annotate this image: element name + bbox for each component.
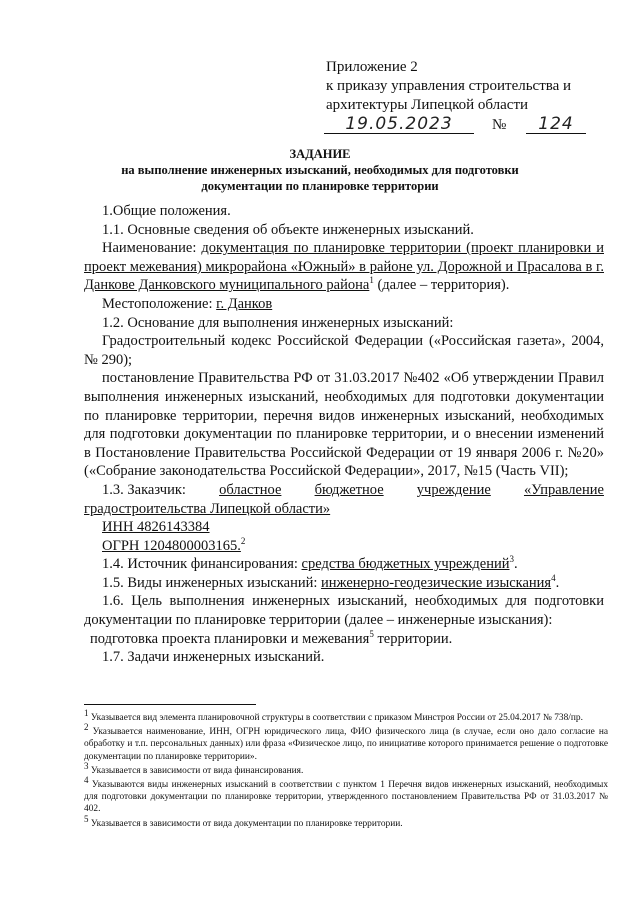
goal-text: подготовка проекта планировки и межевания xyxy=(90,630,370,647)
footnote-4 xyxy=(84,774,609,816)
document-heading: ЗАДАНИЕ xyxy=(289,147,351,161)
footnote-ref-1: 1 xyxy=(369,275,374,286)
footnote-1 xyxy=(84,707,608,724)
ogrn-value: ОГРН 1204800003165. xyxy=(102,537,241,554)
footnote-ref-2: 2 xyxy=(240,535,246,546)
footnote-ref-4: 4 xyxy=(551,573,556,584)
customer-word-1: областное xyxy=(219,481,282,498)
survey-types-label: 1.5. Виды инженерных изысканий: xyxy=(102,574,322,591)
customer-word-4: «Управление xyxy=(523,481,604,498)
customer-name-cont: градостроительства Липецкой области» xyxy=(84,500,331,517)
goal-paragraph xyxy=(84,630,604,649)
footnote-num: 1 xyxy=(84,707,89,718)
inn-value: ИНН 4826143384 xyxy=(102,519,210,536)
section-1-4 xyxy=(84,555,604,574)
handwritten-number: 124 xyxy=(526,115,586,134)
location-label: Местоположение: xyxy=(102,295,217,312)
number-label: № xyxy=(492,117,507,133)
funding-label: 1.4. Источник финансирования: xyxy=(102,556,302,573)
handwritten-date: 19.05.2023 xyxy=(324,115,474,134)
footnote-num: 3 xyxy=(84,760,89,771)
inn-paragraph xyxy=(84,518,604,537)
customer-word-3: учреждение xyxy=(416,481,491,498)
order-date-number xyxy=(326,115,616,137)
annex-header xyxy=(326,58,616,137)
funding-value: средства бюджетных учреждений xyxy=(301,556,510,573)
footnote-text: Указывается в зависимости от вида документации по планировке территории. xyxy=(90,818,403,829)
section-1-2: 1.2. Основание для выполнения инженерных изысканий: xyxy=(102,314,454,331)
basis-government-decree: постановление Правительства РФ от 31.03.2017 №402 «Об утверждении Правил выполнения инженерных изысканий, необходимых для подготовки документации по планировке территории, перечня видов инженерных изысканий, необходимых для подготовки документации по планировке территории, и о внесении изменений в Постановление Правительства Российской Федерации от 19 января 2006 г. №20» («Собрание законодательства Российской Федерации», 2017, №15 (Часть VII); xyxy=(84,370,604,480)
footnote-5 xyxy=(84,813,608,830)
survey-types-tail: . xyxy=(555,574,560,591)
section-1-5 xyxy=(84,574,604,593)
document-body xyxy=(84,202,604,667)
customer-label: 1.3. Заказчик: xyxy=(102,481,186,498)
basis-urban-code: Градостроительный кодекс Российской Федерации («Российская газета», 2004, № 290); xyxy=(84,333,604,368)
customer-line xyxy=(84,481,604,500)
footnote-text: Указывается вид элемента планировочной структуры в соответствии с приказом Минстроя России от 25.04.2017 № 738/пр. xyxy=(90,713,583,723)
goal-tail: территории. xyxy=(373,630,453,647)
footnote-ref-3: 3 xyxy=(509,554,514,565)
customer-word-2: бюджетное xyxy=(314,481,384,498)
annex-line-2: к приказу управления строительства и xyxy=(326,78,572,94)
footnote-separator xyxy=(84,704,256,705)
location-value: г. Данков xyxy=(216,295,273,312)
location-paragraph xyxy=(84,295,604,314)
footnote-num: 2 xyxy=(84,722,89,733)
survey-types-value: инженерно-геодезические изыскания xyxy=(321,574,552,591)
footnote-text: Указываются виды инженерных изысканий в соответствии с пунктом 1 Перечня видов инженерных изысканий, необходимых для подготовки документации по планировке территории, утвержденного постановлением Правительства РФ от 31.03.2017 № 402. xyxy=(84,780,609,815)
object-name-value: документация по планировке территории (проект планировки и проект межевания) микрорайона «Южный» в районе ул. Дорожной и Прасалова в г. Данкове Данковского муниципального района xyxy=(84,240,604,294)
document-subtitle-line-2: документации по планировке территории xyxy=(201,179,439,193)
footnote-ref-5: 5 xyxy=(369,628,374,639)
footnote-num: 5 xyxy=(84,813,89,824)
footnote-text: Указывается в зависимости от вида финансирования. xyxy=(90,765,304,776)
footnote-num: 4 xyxy=(84,774,89,785)
object-name-tail: (далее – территория). xyxy=(373,277,510,294)
funding-tail: . xyxy=(514,556,518,573)
annex-line-1: Приложение 2 xyxy=(326,59,418,75)
footnote-3 xyxy=(84,760,608,777)
section-1-1: 1.1. Основные сведения об объекте инженерных изысканий. xyxy=(102,221,474,238)
section-1-heading: 1.Общие положения. xyxy=(102,203,231,219)
footnote-text: Указывается наименование, ИНН, ОГРН юридического лица, ФИО физического лица (в случае, если оно дало согласие на обработку и т.п. персональных данных) или фраза «Физическое лицо, по инициативе которого принимается решение о подготовке документации по планировке территории». xyxy=(84,727,609,762)
section-1-7: 1.7. Задачи инженерных изысканий. xyxy=(102,649,325,666)
document-subtitle-line-1: на выполнение инженерных изысканий, необходимых для подготовки xyxy=(121,163,519,177)
annex-line-3: архитектуры Липецкой области xyxy=(326,97,529,113)
object-name-label: Наименование: xyxy=(102,240,202,257)
object-name-paragraph xyxy=(84,239,604,295)
footnote-2 xyxy=(84,722,609,763)
customer-line-2 xyxy=(84,500,604,519)
footnotes xyxy=(84,707,609,832)
ogrn-paragraph xyxy=(84,537,604,556)
section-1-6: 1.6. Цель выполнения инженерных изысканий, необходимых для подготовки документации по планировке территории (далее – инженерные изыскания): xyxy=(84,593,604,629)
